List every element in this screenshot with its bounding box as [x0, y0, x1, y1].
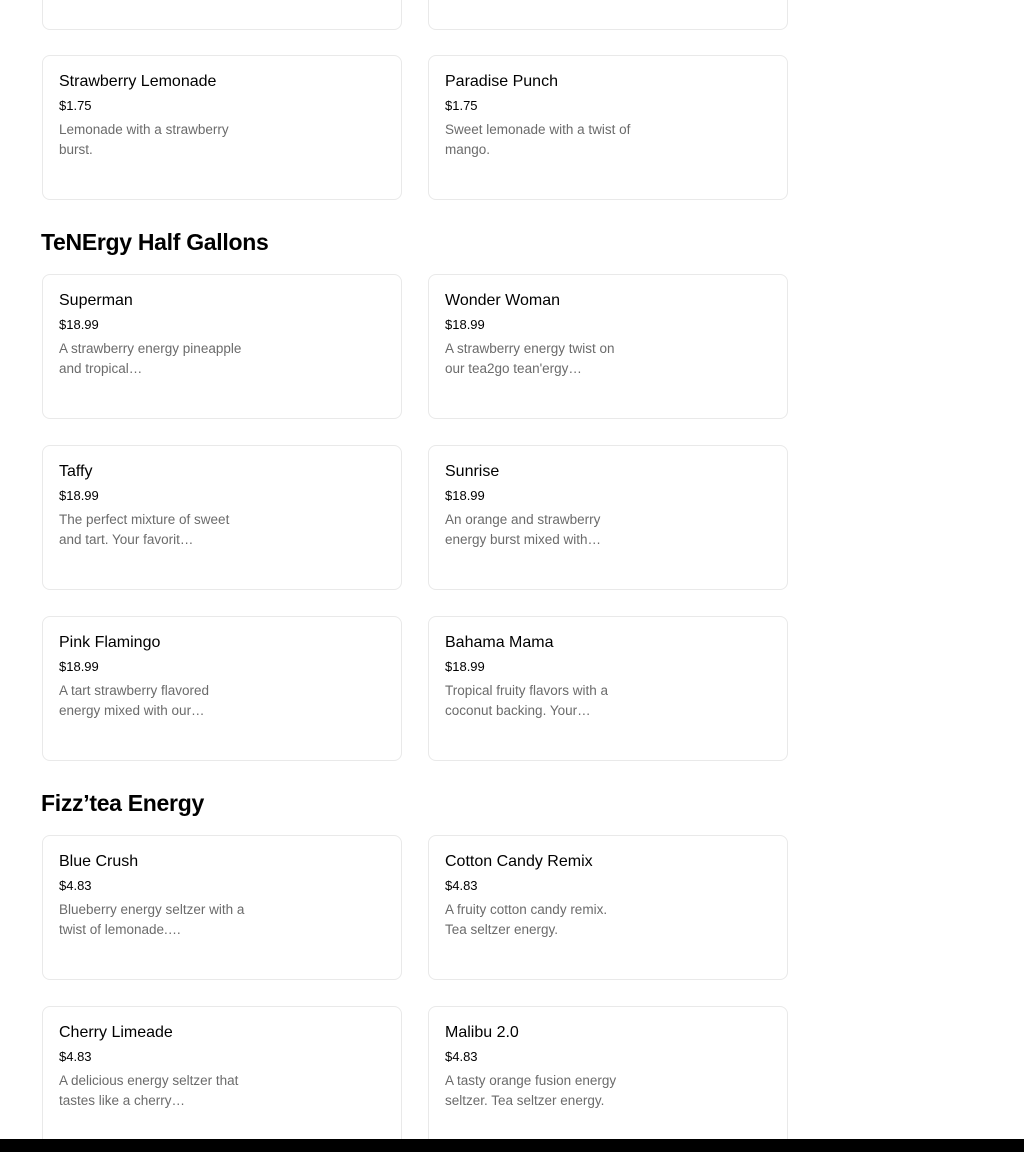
item-name: Malibu 2.0 [445, 1024, 519, 1041]
item-price: $1.75 [59, 98, 92, 113]
menu-item-card[interactable] [428, 445, 788, 590]
item-price: $1.75 [445, 98, 478, 113]
item-description: A delicious energy seltzer that tastes like a cherry… [59, 1073, 239, 1108]
item-description: Sweet lemonade with a twist of mango. [445, 122, 631, 157]
item-price: $4.83 [445, 878, 478, 893]
menu-item-card[interactable] [428, 0, 788, 30]
item-description: A fruity cotton candy remix. Tea seltzer energy. [445, 902, 608, 937]
item-name: Wonder Woman [445, 292, 561, 309]
menu-item-card[interactable] [428, 835, 788, 980]
item-name: Cherry Limeade [59, 1024, 173, 1041]
item-price: $18.99 [59, 659, 99, 674]
menu-item-card[interactable] [428, 616, 788, 761]
item-name: Pink Flamingo [59, 634, 161, 651]
item-name: Sunrise [445, 463, 500, 480]
item-price: $4.83 [445, 1049, 478, 1064]
item-price: $18.99 [445, 488, 485, 503]
menu-item-card[interactable] [428, 55, 788, 200]
item-price: $4.83 [59, 1049, 92, 1064]
item-description: The perfect mixture of sweet and tart. Your favorit… [59, 512, 230, 547]
bottom-bar [0, 1139, 1024, 1152]
section-title: Fizz’tea Energy [41, 790, 204, 816]
menu-item-card[interactable] [42, 1006, 402, 1151]
item-price: $18.99 [445, 659, 485, 674]
item-name: Paradise Punch [445, 73, 558, 90]
item-description: A strawberry energy twist on our tea2go tean'ergy… [445, 341, 615, 376]
item-price: $18.99 [59, 317, 99, 332]
menu-item-card[interactable] [42, 835, 402, 980]
menu-item-card[interactable] [428, 274, 788, 419]
menu-item-card[interactable] [42, 616, 402, 761]
item-description: Tropical fruity flavors with a coconut backing. Your… [445, 683, 609, 718]
menu-item-card[interactable] [42, 0, 402, 30]
item-price: $4.83 [59, 878, 92, 893]
item-price: $18.99 [445, 317, 485, 332]
menu-item-card[interactable] [42, 274, 402, 419]
item-description: Lemonade with a strawberry burst. [59, 122, 229, 157]
item-description: Blueberry energy seltzer with a twist of lemonade.… [59, 902, 245, 937]
menu-item-card[interactable] [42, 445, 402, 590]
menu-item-card[interactable] [42, 55, 402, 200]
menu-item-card[interactable] [428, 1006, 788, 1151]
item-description: A strawberry energy pineapple and tropical… [59, 341, 242, 376]
section-title: TeNErgy Half Gallons [41, 229, 269, 255]
item-name: Cotton Candy Remix [445, 853, 593, 870]
item-name: Taffy [59, 463, 93, 480]
item-price: $18.99 [59, 488, 99, 503]
item-description: A tasty orange fusion energy seltzer. Tea seltzer energy. [445, 1073, 617, 1108]
item-name: Bahama Mama [445, 634, 554, 651]
item-name: Superman [59, 292, 133, 309]
item-description: An orange and strawberry energy burst mixed with… [445, 512, 602, 547]
item-description: A tart strawberry flavored energy mixed with our… [59, 683, 210, 718]
item-name: Blue Crush [59, 853, 139, 870]
item-name: Strawberry Lemonade [59, 73, 217, 90]
